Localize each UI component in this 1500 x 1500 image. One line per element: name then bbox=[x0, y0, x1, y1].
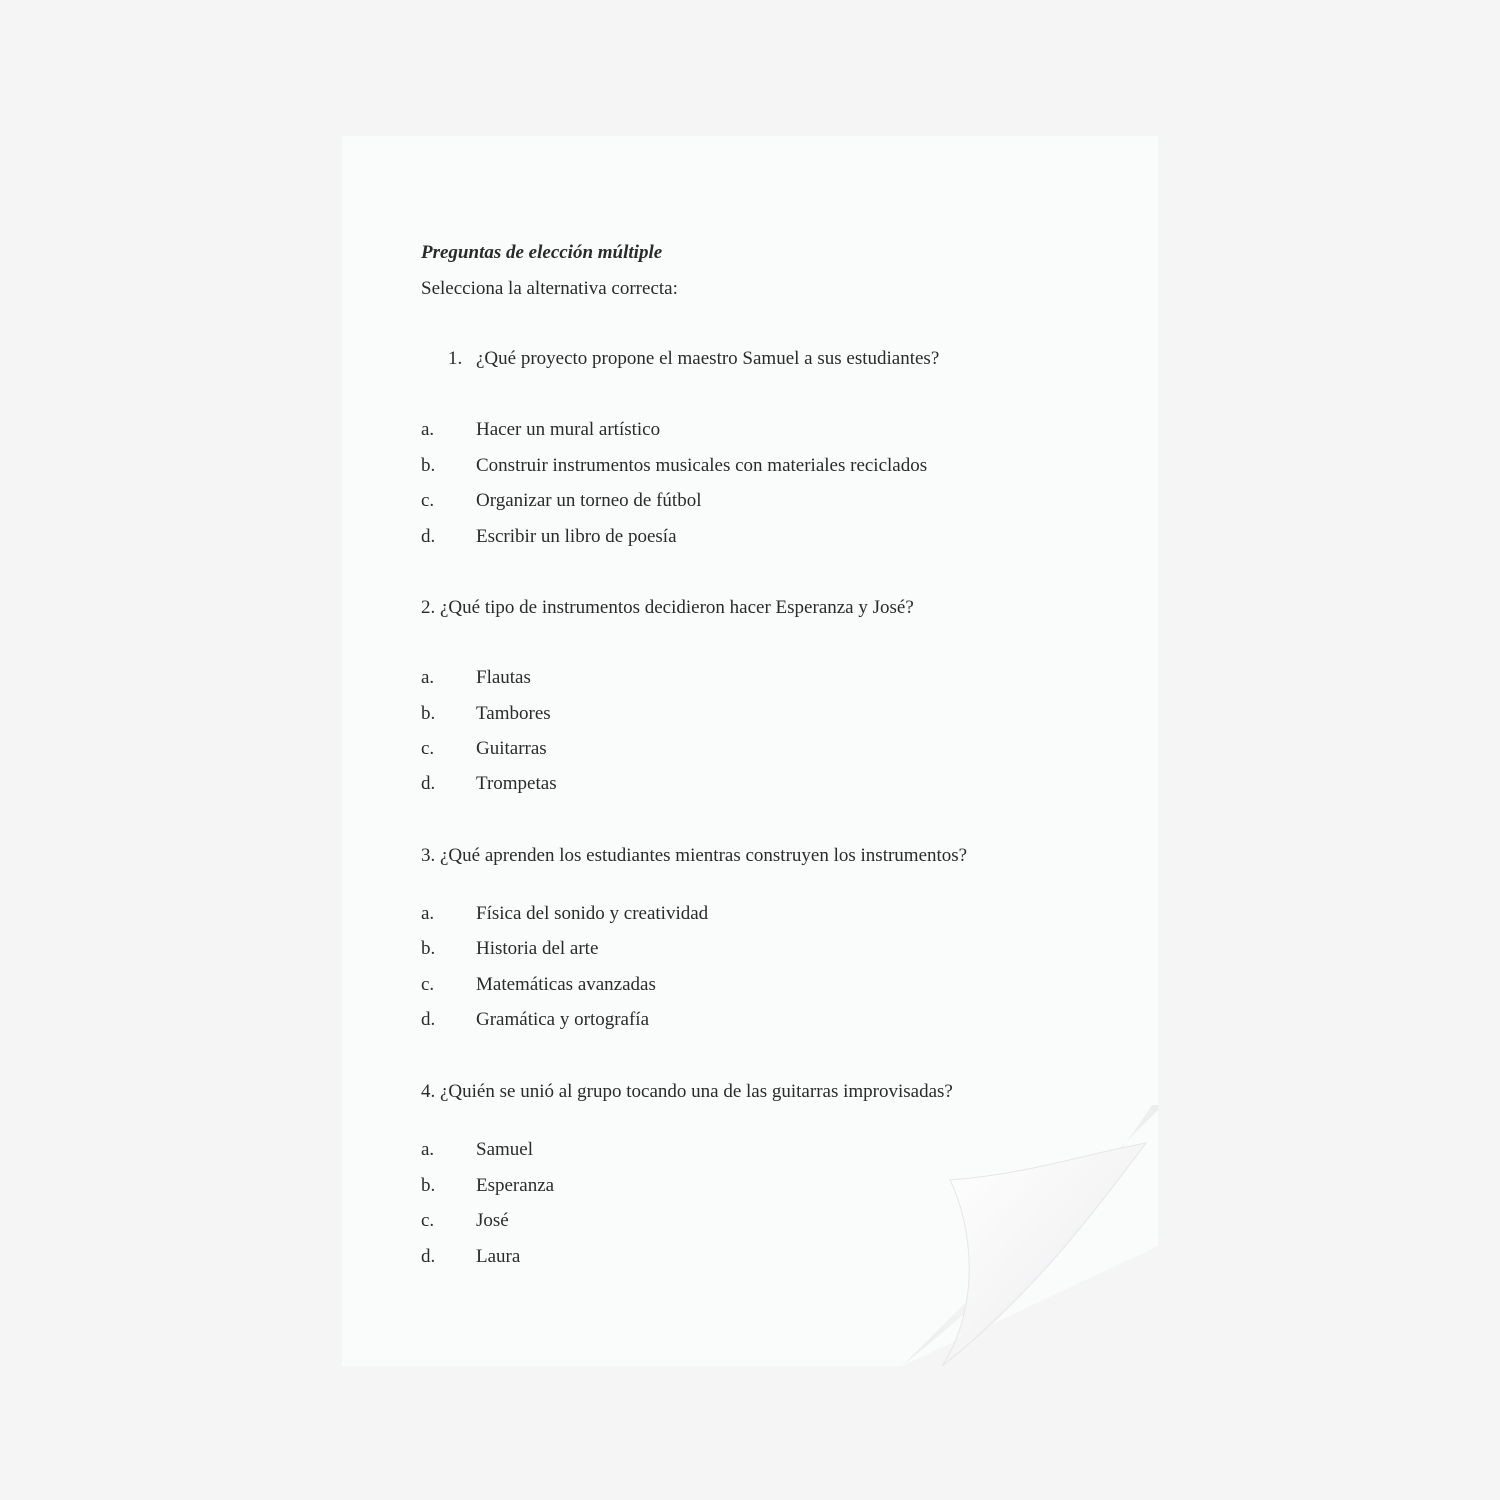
question-1-number: 1. bbox=[448, 348, 463, 369]
question-1-text: ¿Qué proyecto propone el maestro Samuel a sus estudiantes? bbox=[476, 348, 940, 369]
q2-option-c[interactable]: Guitarras bbox=[476, 738, 547, 759]
q1-option-c[interactable]: Organizar un torneo de fútbol bbox=[476, 490, 702, 511]
q2-option-a[interactable]: Flautas bbox=[476, 667, 531, 688]
q3-option-c-letter: c. bbox=[421, 974, 435, 995]
q3-option-c[interactable]: Matemáticas avanzadas bbox=[476, 974, 656, 995]
q1-option-b-letter: b. bbox=[421, 455, 436, 476]
question-4-text: 4. ¿Quién se unió al grupo tocando una de las guitarras improvisadas? bbox=[421, 1081, 953, 1102]
q3-option-d-letter: d. bbox=[421, 1009, 436, 1030]
q2-option-b-letter: b. bbox=[421, 703, 436, 724]
q4-option-d-letter: d. bbox=[421, 1246, 436, 1267]
q1-option-c-letter: c. bbox=[421, 490, 435, 511]
q1-option-d-letter: d. bbox=[421, 526, 436, 547]
q1-option-d[interactable]: Escribir un libro de poesía bbox=[476, 526, 677, 547]
instruction-text: Selecciona la alternativa correcta: bbox=[421, 278, 678, 299]
q4-option-b-letter: b. bbox=[421, 1175, 436, 1196]
q2-option-a-letter: a. bbox=[421, 667, 435, 688]
q2-option-d-letter: d. bbox=[421, 773, 436, 794]
q2-option-b[interactable]: Tambores bbox=[476, 703, 551, 724]
q4-option-c[interactable]: José bbox=[476, 1210, 509, 1231]
q4-option-c-letter: c. bbox=[421, 1210, 435, 1231]
document-title: Preguntas de elección múltiple bbox=[421, 242, 663, 263]
q4-option-b[interactable]: Esperanza bbox=[476, 1175, 555, 1196]
question-2-text: 2. ¿Qué tipo de instrumentos decidieron hacer Esperanza y José? bbox=[421, 597, 914, 618]
q1-option-a[interactable]: Hacer un mural artístico bbox=[476, 419, 661, 440]
q3-option-b[interactable]: Historia del arte bbox=[476, 938, 599, 959]
q3-option-d[interactable]: Gramática y ortografía bbox=[476, 1009, 650, 1030]
q3-option-b-letter: b. bbox=[421, 938, 436, 959]
q2-option-c-letter: c. bbox=[421, 738, 435, 759]
question-3-text: 3. ¿Qué aprenden los estudiantes mientras construyen los instrumentos? bbox=[421, 845, 968, 866]
q4-option-d[interactable]: Laura bbox=[476, 1246, 521, 1267]
q3-option-a[interactable]: Física del sonido y creatividad bbox=[476, 903, 709, 924]
paper-sheet bbox=[342, 136, 1158, 1366]
q4-option-a[interactable]: Samuel bbox=[476, 1139, 533, 1160]
q1-option-a-letter: a. bbox=[421, 419, 435, 440]
q2-option-d[interactable]: Trompetas bbox=[476, 773, 557, 794]
q4-option-a-letter: a. bbox=[421, 1139, 435, 1160]
q3-option-a-letter: a. bbox=[421, 903, 435, 924]
q1-option-b[interactable]: Construir instrumentos musicales con materiales reciclados bbox=[476, 455, 928, 476]
